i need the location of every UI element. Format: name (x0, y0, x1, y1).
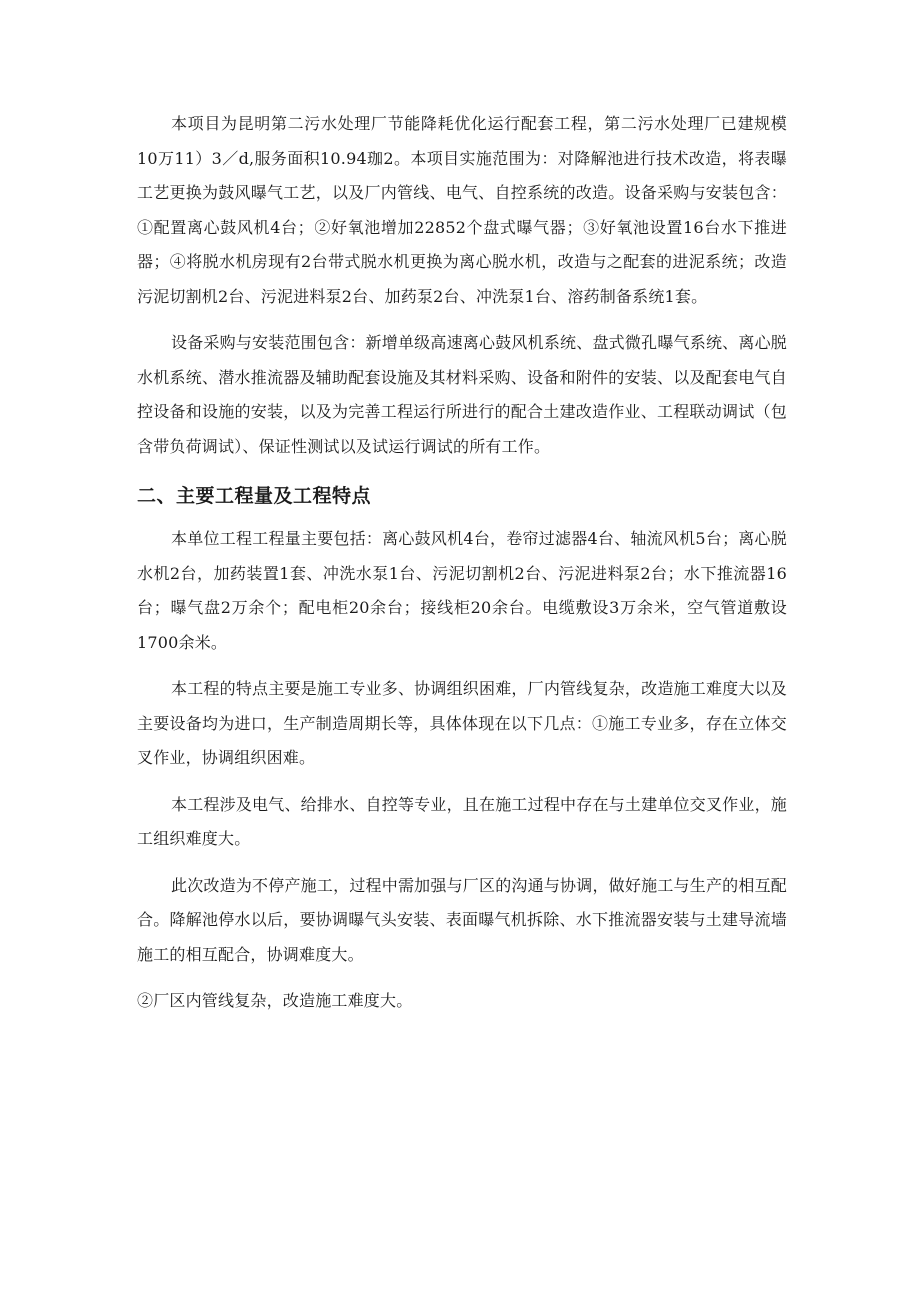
document-body (137, 107, 787, 1031)
paragraph-project-overview: 本项目为昆明第二污水处理厂节能降耗优化运行配套工程，第二污水处理厂已建规模10万11）3／d,服务面积10.94珈2。本项目实施范围为：对降解池进行技术改造，将表曝工艺更换为鼓风曝气工艺，以及厂内管线、电气、自控系统的改造。设备采购与安装包含：①配置离心鼓风机4台；②好氧池增加22852个盘式曝气器；③好氧池设置16台水下推进器；④将脱水机房现有2台带式脱水机更换为离心脱水机，改造与之配套的进泥系统；改造污泥切割机2台、污泥进料泵2台、加药泵2台、冲洗泵1台、溶药制备系统1套。 (137, 114, 787, 306)
paragraph-pipeline-complexity: ②厂区内管线复杂，改造施工难度大。 (137, 991, 413, 1010)
paragraph-coordination: 此次改造为不停产施工，过程中需加强与厂区的沟通与协调，做好施工与生产的相互配合。降解池停水以后，要协调曝气头安装、表面曝气机拆除、水下推流器安装与土建导流墙施工的相互配合，协调难度大。 (137, 875, 787, 964)
paragraph-quantities: 本单位工程工程量主要包括：离心鼓风机4台，卷帘过滤器4台、轴流风机5台；离心脱水机2台，加药装置1套、冲洗水泵1台、污泥切割机2台、污泥进料泵2台；水下推流器16台；曝气盘2万余个；配电柜20余台；接线柜20余台。电缆敷设3万余米，空气管道敷设1700余米。 (137, 529, 787, 652)
section-heading: 二、主要工程量及工程特点 (137, 485, 372, 507)
paragraph-procurement-scope: 设备采购与安装范围包含：新增单级高速离心鼓风机系统、盘式微孔曝气系统、离心脱水机系统、潜水推流器及辅助配套设施及其材料采购、设备和附件的安装、以及配套电气自控设备和设施的安装，以及为完善工程运行所进行的配合土建改造作业、工程联动调试（包含带负荷调试）、保证性测试以及试运行调试的所有工作。 (137, 333, 787, 456)
paragraph-disciplines: 本工程涉及电气、给排水、自控等专业，且在施工过程中存在与土建单位交叉作业，施工组织难度大。 (137, 794, 787, 848)
paragraph-features: 本工程的特点主要是施工专业多、协调组织困难，厂内管线复杂，改造施工难度大以及主要设备均为进口，生产制造周期长等，具体体现在以下几点：①施工专业多，存在立体交叉作业，协调组织困难。 (137, 679, 787, 767)
